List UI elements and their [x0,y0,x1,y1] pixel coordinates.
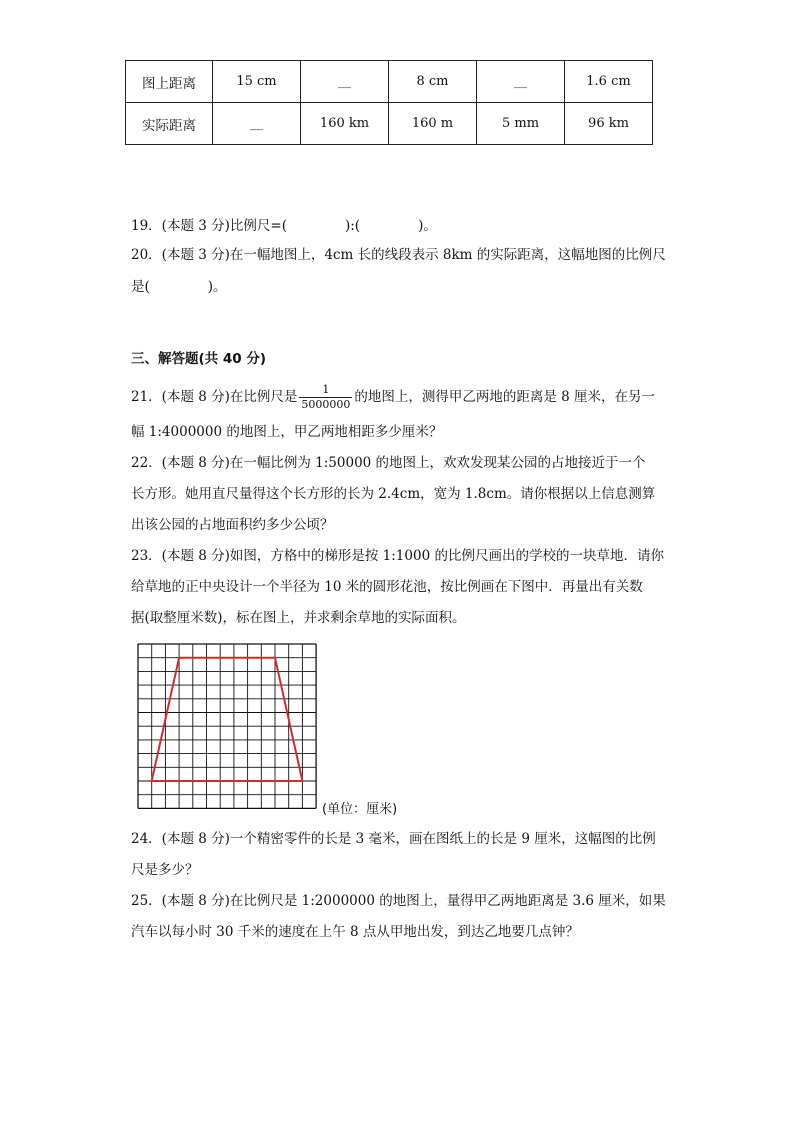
table-row [126,103,653,145]
table-cell-blank: __ [477,61,565,103]
trapezoid-lawn [152,658,303,781]
question-20-line2 [131,277,227,297]
question-21-line2: 幅 1:4000000 的地图上，甲乙两地相距多少厘米？ [131,424,443,440]
question-25-line2: 汽车以每小时 30 千米的速度在上午 8 点从甲地出发，到达乙地要几点钟？ [131,924,579,940]
table-cell-blank: __ [301,61,389,103]
table-cell: 1.6 cm [565,61,653,103]
table-cell: 5 mm [477,103,565,145]
question-23-line1: 23．(本题 8 分)如图，方格中的梯形是按 1:1000 的比例尺画出的学校的一块草地．请你 [131,548,664,564]
q19-end: )。 [418,218,437,234]
question-19 [131,216,437,236]
scale-table [125,60,653,145]
q20-end: )。 [207,279,227,295]
question-22-line3: 出该公园的占地面积约多少公顷？ [131,517,334,533]
question-23-line2: 给草地的正中央设计一个半径为 10 米的圆形花池，按比例画在下图中．再量出有关数 [131,579,643,595]
q21-pre: 21．(本题 8 分)在比例尺是 [131,389,298,405]
question-24-line1: 24．(本题 8 分)一个精密零件的长是 3 毫米，画在图纸上的长是 9 厘米，这幅图的比例 [131,831,656,847]
question-22-line2: 长方形。她用直尺量得这个长方形的长为 2.4cm，宽为 1.8cm。请你根据以上信息测算 [131,486,656,502]
section-title: 三、解答题(共 40 分) [131,351,267,367]
q20-start: 是( [131,279,150,295]
grid-figure [137,643,321,811]
scale-fraction [299,383,352,412]
question-25-line1: 25．(本题 8 分)在比例尺是 1:2000000 的地图上，量得甲乙两地距离是 3.6 厘米，如果 [131,893,666,909]
unit-label: (单位：厘米) [322,802,398,817]
q19-mid: ):( [344,218,361,234]
table-cell: 96 km [565,103,653,145]
question-20-line1: 20．(本题 3 分)在一幅地图上，4cm 长的线段表示 8km 的实际距离，这幅地图的比例尺 [131,247,666,263]
table-row [126,61,653,103]
q21-post: 的地图上，测得甲乙两地的距离是 8 厘米，在另一 [354,389,656,405]
table-cell: 160 m [389,103,477,145]
question-22-line1: 22．(本题 8 分)在一幅比例为 1:50000 的地图上，欢欢发现某公园的占地接近于一个 [131,455,646,471]
row-header-actual-distance: 实际距离 [126,103,213,145]
fraction-denominator: 5000000 [301,398,351,411]
question-21-line1 [131,383,655,412]
table-cell: 15 cm [213,61,301,103]
table-cell-blank: __ [213,103,301,145]
q19-text: 19．(本题 3 分)比例尺=( [131,218,287,234]
row-header-map-distance: 图上距离 [126,61,213,103]
table-cell: 8 cm [389,61,477,103]
table-cell: 160 km [301,103,389,145]
question-24-line2: 尺是多少？ [131,862,199,878]
question-23-line3: 据(取整厘米数)，标在图上，并求剩余草地的实际面积。 [131,610,466,626]
fraction-numerator: 1 [322,383,330,396]
